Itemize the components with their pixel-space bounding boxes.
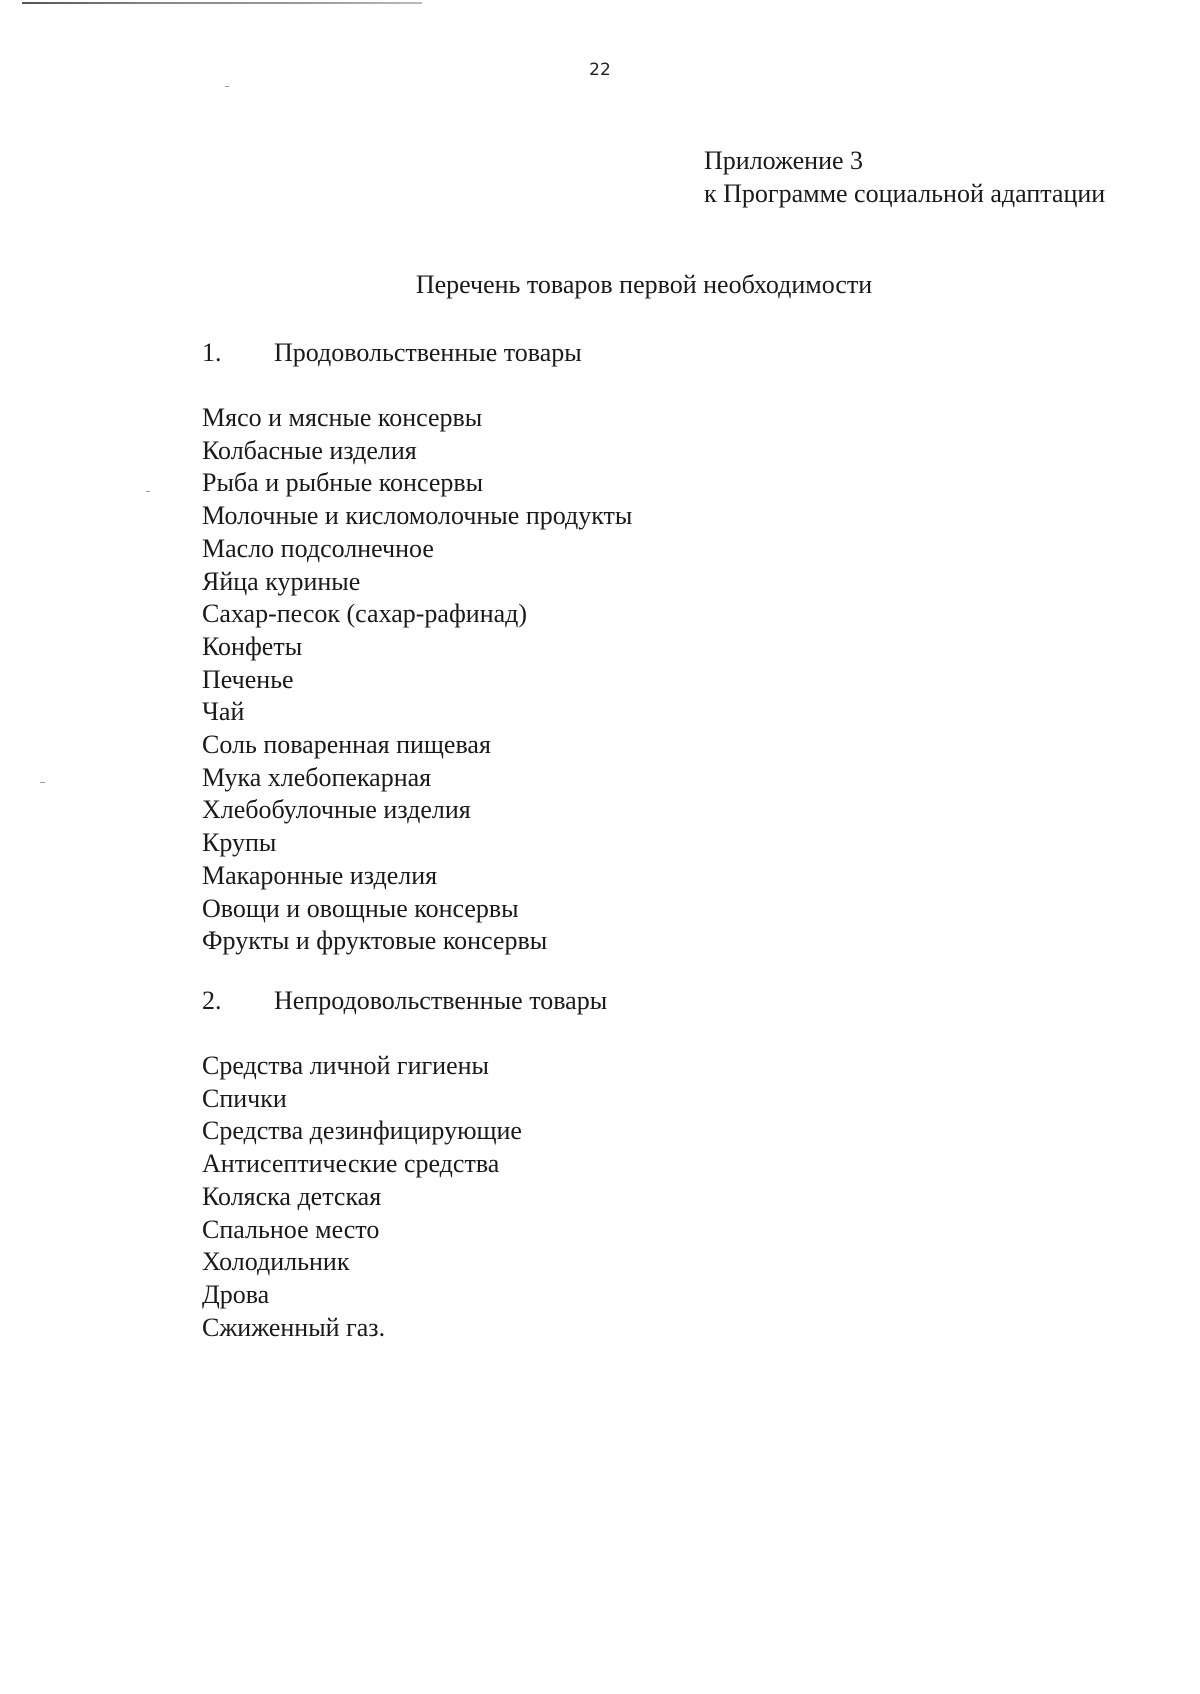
- list-item: Спички: [202, 1083, 287, 1113]
- list-item: Чай: [202, 697, 245, 727]
- list-item: Молочные и кисломолочные продукты: [202, 501, 633, 531]
- section-number: 2.: [202, 986, 222, 1015]
- section-heading-nonfood: [202, 986, 607, 1016]
- list-item: Овощи и овощные консервы: [202, 893, 519, 923]
- list-item: Фрукты и фруктовые консервы: [202, 926, 548, 956]
- list-item: Антисептические средства: [202, 1149, 500, 1179]
- margin-speck: [146, 491, 150, 492]
- list-item: Колбасные изделия: [202, 435, 417, 465]
- list-item: Коляска детская: [202, 1181, 382, 1211]
- section-heading-food: [202, 338, 582, 368]
- list-item: Сахар-песок (сахар-рафинад): [202, 599, 528, 629]
- margin-speck: [40, 782, 45, 783]
- margin-speck: [225, 86, 229, 87]
- list-item: Мясо и мясные консервы: [202, 403, 483, 432]
- nonfood-items-list: [202, 1050, 522, 1344]
- page-number: 22: [589, 60, 611, 80]
- list-item: Сжиженный газ.: [202, 1312, 386, 1342]
- list-item: Дрова: [202, 1279, 270, 1309]
- list-item: Спальное место: [202, 1214, 380, 1244]
- list-item: Рыба и рыбные консервы: [202, 468, 484, 498]
- list-item: Средства личной гигиены: [202, 1051, 490, 1080]
- list-item: Макаронные изделия: [202, 860, 438, 890]
- list-item: Средства дезинфицирующие: [202, 1116, 522, 1146]
- list-item: Крупы: [202, 828, 277, 858]
- list-item: Яйца куриные: [202, 566, 361, 596]
- section-title: Продовольственные товары: [274, 338, 582, 367]
- appendix-line-1: Приложение 3: [704, 146, 864, 175]
- list-item: Масло подсолнечное: [202, 533, 434, 563]
- appendix-header: [704, 144, 1105, 210]
- list-item: Печенье: [202, 664, 294, 694]
- section-title: Непродовольственные товары: [274, 986, 608, 1015]
- appendix-line-2: к Программе социальной адаптации: [704, 179, 1106, 208]
- list-item: Мука хлебопекарная: [202, 762, 432, 792]
- list-item: Конфеты: [202, 631, 303, 661]
- scan-artifact-line: [22, 2, 422, 4]
- section-number: 1.: [202, 338, 222, 367]
- document-title: Перечень товаров первой необходимости: [415, 270, 873, 299]
- list-item: Хлебобулочные изделия: [202, 795, 471, 825]
- list-item: Соль поваренная пищевая: [202, 730, 491, 760]
- food-items-list: [202, 402, 632, 958]
- list-item: Холодильник: [202, 1247, 350, 1277]
